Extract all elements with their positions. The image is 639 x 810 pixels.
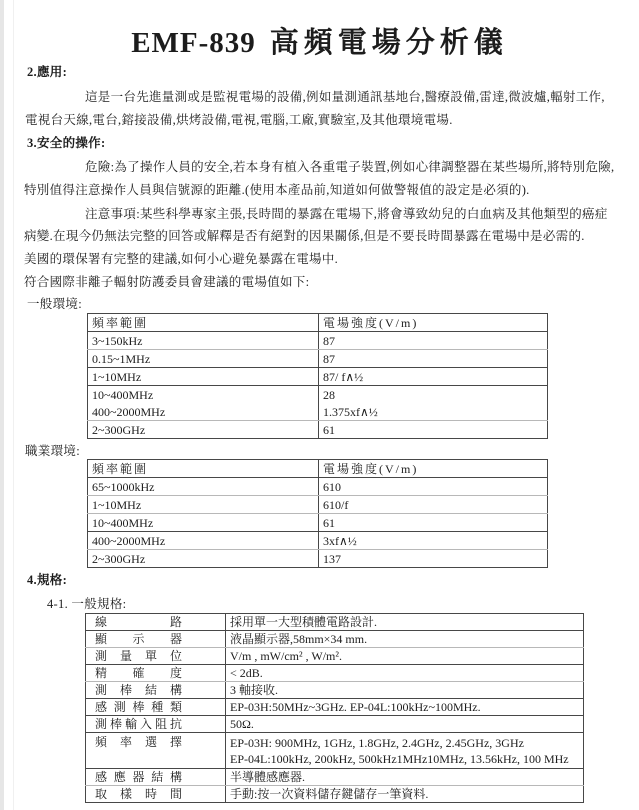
general-specs-subheading: 4-1. 一般規格:: [47, 597, 127, 611]
frequency-range-cell: 400~2000MHz: [88, 403, 319, 421]
column-header-field-strength: 電場強度(V/m): [319, 460, 548, 478]
spec-value-cell: 液晶顯示器,58mm×34 mm.: [226, 631, 584, 648]
spec-value-cell: [226, 733, 584, 769]
column-header-field-strength: 電場強度(V/m): [319, 314, 548, 332]
frequency-range-cell: 3~150kHz: [88, 332, 319, 350]
section-safety-heading: 3.安全的操作:: [27, 136, 106, 150]
spec-label-cell: 線路: [86, 614, 226, 631]
spec-value-cell: V/m , mW/cm² , W/m².: [226, 648, 584, 665]
notice-paragraph-line1: 注意事項:某些科學專家主張,長時間的暴露在電場下,將會導致幼兒的白血病及其他類型的癌症: [85, 207, 608, 221]
field-strength-cell: 61: [319, 421, 548, 439]
spec-label-cell: 精確度: [86, 665, 226, 682]
field-strength-cell: 610: [319, 478, 548, 496]
spec-value-cell: 50Ω.: [226, 716, 584, 733]
general-specs-table: [85, 613, 584, 803]
field-strength-cell: 137: [319, 550, 548, 568]
spec-label-cell: 測量單位: [86, 648, 226, 665]
spec-label-cell: 測棒結構: [86, 682, 226, 699]
danger-paragraph-line2: 特別值得注意操作人員與信號源的距離.(使用本產品前,知道如何做警報值的設定是必須的).: [24, 183, 530, 197]
spec-value-cell: 採用單一大型積體電路設計.: [226, 614, 584, 631]
field-strength-cell: 1.375xf∧½: [319, 403, 548, 421]
application-paragraph-line2: 電視台天線,電台,鎔接設備,烘烤設備,電視,電腦,工廠,實驗室,及其他環境電場.: [25, 113, 453, 127]
spec-value-cell: < 2dB.: [226, 665, 584, 682]
frequency-range-cell: 2~300GHz: [88, 421, 319, 439]
frequency-range-cell: 1~10MHz: [88, 368, 319, 386]
scan-edge-artifact: [0, 0, 4, 810]
application-paragraph-line1: 這是一台先進量測或是監視電場的設備,例如量測通訊基地台,醫療設備,雷達,微波爐,輻射工作,: [85, 90, 605, 104]
frequency-range-cell: 1~10MHz: [88, 496, 319, 514]
section-application-heading: 2.應用:: [27, 65, 68, 79]
occupational-env-label: 職業環境:: [25, 444, 80, 458]
spec-label-cell: 測棒輸入阻抗: [86, 716, 226, 733]
scan-edge-line: [13, 0, 14, 810]
notice-paragraph-line3: 美國的環保署有完整的建議,如何小心避免暴露在電場中.: [24, 252, 339, 266]
general-env-label: 一般環境:: [27, 297, 82, 311]
column-header-frequency: 頻率範圍: [88, 460, 319, 478]
frequency-range-cell: 65~1000kHz: [88, 478, 319, 496]
model-number: EMF-839: [131, 27, 256, 59]
spec-value-cell: 半導體感應器.: [226, 769, 584, 786]
field-strength-cell: 28: [319, 386, 548, 404]
frequency-range-cell: 0.15~1MHz: [88, 350, 319, 368]
spec-label-cell: 取樣時間: [86, 786, 226, 803]
field-strength-cell: 87: [319, 332, 548, 350]
general-environment-table: [87, 313, 548, 439]
frequency-option-line1: EP-03H: 900MHz, 1GHz, 1.8GHz, 2.4GHz, 2.45GHz, 3GHz: [230, 735, 524, 750]
product-name: 高頻電場分析儀: [269, 27, 508, 59]
danger-paragraph-line1: 危險:為了操作人員的安全,若本身有植入各重電子裝置,例如心律調整器在某些場所,將特別危險,: [85, 160, 615, 174]
spec-value-cell: EP-03H:50MHz~3GHz. EP-04L:100kHz~100MHz.: [226, 699, 584, 716]
frequency-range-cell: 10~400MHz: [88, 514, 319, 532]
spec-value-cell: 3 軸接收.: [226, 682, 584, 699]
spec-label-cell: 頻率選擇: [86, 733, 226, 769]
page-title: [0, 20, 639, 61]
field-strength-cell: 87/ f∧½: [319, 368, 548, 386]
spec-value-cell: 手動:按一次資料儲存鍵儲存一筆資料.: [226, 786, 584, 803]
notice-paragraph-line2: 病變.在現今仍無法完整的回答或解釋是否有絕對的因果關係,但是不要長時間暴露在電場中是必需的.: [24, 229, 585, 243]
field-strength-cell: 3xf∧½: [319, 532, 548, 550]
column-header-frequency: 頻率範圍: [88, 314, 319, 332]
frequency-range-cell: 2~300GHz: [88, 550, 319, 568]
spec-label-cell: 感測棒種類: [86, 699, 226, 716]
standard-reference-line: 符合國際非離子輻射防護委員會建議的電場值如下:: [24, 275, 310, 289]
field-strength-cell: 61: [319, 514, 548, 532]
frequency-range-cell: 10~400MHz: [88, 386, 319, 404]
field-strength-cell: 610/f: [319, 496, 548, 514]
section-specs-heading: 4.規格:: [27, 573, 68, 587]
spec-label-cell: 顯示器: [86, 631, 226, 648]
spec-label-cell: 感應器結構: [86, 769, 226, 786]
frequency-option-line2: EP-04L:100kHz, 200kHz, 500kHz1MHz10MHz, 13.56kHz, 100 MHz: [230, 751, 569, 766]
frequency-range-cell: 400~2000MHz: [88, 532, 319, 550]
occupational-environment-table: [87, 459, 548, 568]
field-strength-cell: 87: [319, 350, 548, 368]
